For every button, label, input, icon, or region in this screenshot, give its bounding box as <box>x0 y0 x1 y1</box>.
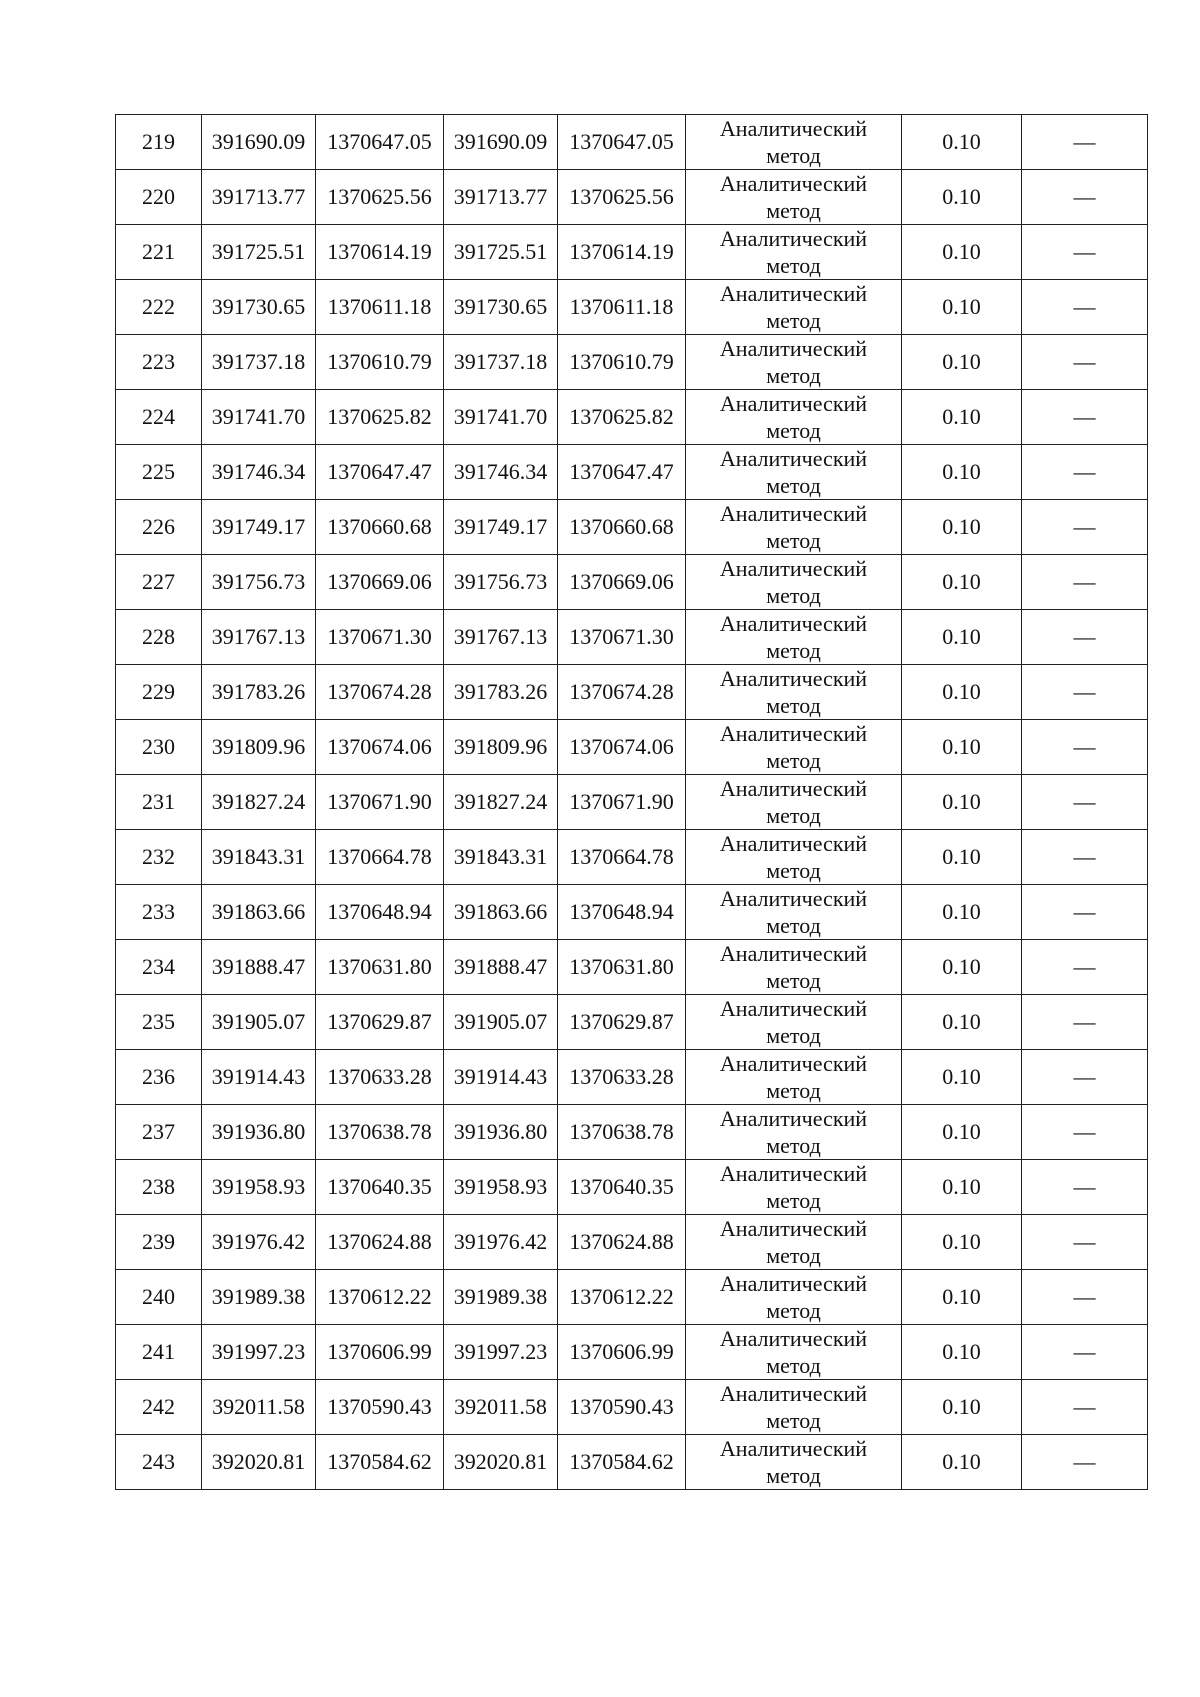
cell-method <box>686 1380 902 1435</box>
cell-x-existing: 391783.26 <box>202 665 316 720</box>
method-line-1: Аналитический <box>719 721 868 746</box>
cell-y-refined: 1370584.62 <box>558 1435 686 1490</box>
cell-point-number: 221 <box>116 225 202 280</box>
cell-point-number: 220 <box>116 170 202 225</box>
cell-x-refined: 391976.42 <box>444 1215 558 1270</box>
cell-y-refined: 1370638.78 <box>558 1105 686 1160</box>
method-line-1: Аналитический <box>719 1106 868 1131</box>
cell-x-refined: 391783.26 <box>444 665 558 720</box>
cell-precision: 0.10 <box>902 1380 1022 1435</box>
method-line-1: Аналитический <box>719 281 868 306</box>
table-row <box>116 115 1148 170</box>
method-line-1: Аналитический <box>719 941 868 966</box>
cell-point-number: 234 <box>116 940 202 995</box>
cell-method <box>686 225 902 280</box>
cell-method <box>686 445 902 500</box>
cell-x-refined: 391746.34 <box>444 445 558 500</box>
method-line-1: Аналитический <box>719 996 868 1021</box>
cell-point-number: 239 <box>116 1215 202 1270</box>
table-row <box>116 1325 1148 1380</box>
cell-y-refined: 1370633.28 <box>558 1050 686 1105</box>
cell-note: — <box>1022 720 1148 775</box>
cell-x-refined: 391713.77 <box>444 170 558 225</box>
cell-precision: 0.10 <box>902 830 1022 885</box>
table-row <box>116 170 1148 225</box>
cell-precision: 0.10 <box>902 885 1022 940</box>
cell-method <box>686 1270 902 1325</box>
cell-precision: 0.10 <box>902 225 1022 280</box>
cell-point-number: 228 <box>116 610 202 665</box>
cell-y-existing: 1370611.18 <box>316 280 444 335</box>
cell-x-existing: 391989.38 <box>202 1270 316 1325</box>
cell-point-number: 243 <box>116 1435 202 1490</box>
cell-note: — <box>1022 885 1148 940</box>
cell-point-number: 233 <box>116 885 202 940</box>
cell-x-refined: 391809.96 <box>444 720 558 775</box>
cell-y-refined: 1370625.56 <box>558 170 686 225</box>
cell-point-number: 223 <box>116 335 202 390</box>
cell-note: — <box>1022 280 1148 335</box>
cell-x-existing: 391863.66 <box>202 885 316 940</box>
cell-note: — <box>1022 115 1148 170</box>
cell-point-number: 229 <box>116 665 202 720</box>
table-row <box>116 1215 1148 1270</box>
coordinates-table-wrapper <box>115 114 1147 1490</box>
cell-precision: 0.10 <box>902 720 1022 775</box>
method-line-2: метод <box>766 198 821 223</box>
cell-note: — <box>1022 775 1148 830</box>
cell-y-refined: 1370647.47 <box>558 445 686 500</box>
cell-point-number: 235 <box>116 995 202 1050</box>
cell-y-refined: 1370660.68 <box>558 500 686 555</box>
table-row <box>116 555 1148 610</box>
cell-x-existing: 391690.09 <box>202 115 316 170</box>
cell-method <box>686 1435 902 1490</box>
method-line-2: метод <box>766 1408 821 1433</box>
cell-y-refined: 1370610.79 <box>558 335 686 390</box>
cell-precision: 0.10 <box>902 500 1022 555</box>
cell-note: — <box>1022 995 1148 1050</box>
table-row <box>116 1435 1148 1490</box>
cell-y-existing: 1370638.78 <box>316 1105 444 1160</box>
cell-precision: 0.10 <box>902 1270 1022 1325</box>
method-line-2: метод <box>766 693 821 718</box>
method-line-1: Аналитический <box>719 1161 868 1186</box>
method-line-2: метод <box>766 1353 821 1378</box>
cell-precision: 0.10 <box>902 445 1022 500</box>
cell-x-refined: 391737.18 <box>444 335 558 390</box>
method-line-1: Аналитический <box>719 1051 868 1076</box>
cell-method <box>686 610 902 665</box>
method-line-1: Аналитический <box>719 611 868 636</box>
cell-method <box>686 555 902 610</box>
cell-y-existing: 1370671.30 <box>316 610 444 665</box>
table-row <box>116 1050 1148 1105</box>
cell-x-refined: 391888.47 <box>444 940 558 995</box>
cell-precision: 0.10 <box>902 1160 1022 1215</box>
cell-method <box>686 1050 902 1105</box>
cell-note: — <box>1022 1160 1148 1215</box>
cell-x-refined: 391997.23 <box>444 1325 558 1380</box>
method-line-1: Аналитический <box>719 336 868 361</box>
table-row <box>116 335 1148 390</box>
cell-point-number: 237 <box>116 1105 202 1160</box>
cell-method <box>686 995 902 1050</box>
method-line-2: метод <box>766 1298 821 1323</box>
cell-method <box>686 665 902 720</box>
cell-y-refined: 1370625.82 <box>558 390 686 445</box>
cell-x-refined: 391741.70 <box>444 390 558 445</box>
cell-note: — <box>1022 225 1148 280</box>
cell-method <box>686 1325 902 1380</box>
cell-precision: 0.10 <box>902 335 1022 390</box>
method-line-1: Аналитический <box>719 1381 868 1406</box>
cell-y-refined: 1370606.99 <box>558 1325 686 1380</box>
cell-y-refined: 1370647.05 <box>558 115 686 170</box>
cell-x-refined: 391827.24 <box>444 775 558 830</box>
cell-point-number: 238 <box>116 1160 202 1215</box>
method-line-2: метод <box>766 858 821 883</box>
table-row <box>116 390 1148 445</box>
method-line-1: Аналитический <box>719 1271 868 1296</box>
cell-precision: 0.10 <box>902 115 1022 170</box>
method-line-1: Аналитический <box>719 391 868 416</box>
cell-x-existing: 391843.31 <box>202 830 316 885</box>
cell-note: — <box>1022 555 1148 610</box>
cell-y-existing: 1370631.80 <box>316 940 444 995</box>
cell-x-existing: 391741.70 <box>202 390 316 445</box>
cell-x-refined: 391756.73 <box>444 555 558 610</box>
cell-x-refined: 392020.81 <box>444 1435 558 1490</box>
cell-method <box>686 940 902 995</box>
cell-point-number: 219 <box>116 115 202 170</box>
cell-x-existing: 391976.42 <box>202 1215 316 1270</box>
cell-y-existing: 1370610.79 <box>316 335 444 390</box>
table-row <box>116 775 1148 830</box>
cell-y-refined: 1370674.06 <box>558 720 686 775</box>
method-line-2: метод <box>766 968 821 993</box>
cell-y-existing: 1370614.19 <box>316 225 444 280</box>
cell-x-refined: 391730.65 <box>444 280 558 335</box>
cell-point-number: 222 <box>116 280 202 335</box>
cell-y-existing: 1370590.43 <box>316 1380 444 1435</box>
cell-point-number: 226 <box>116 500 202 555</box>
cell-y-existing: 1370629.87 <box>316 995 444 1050</box>
method-line-2: метод <box>766 528 821 553</box>
method-line-1: Аналитический <box>719 171 868 196</box>
cell-point-number: 227 <box>116 555 202 610</box>
method-line-2: метод <box>766 1023 821 1048</box>
cell-y-refined: 1370624.88 <box>558 1215 686 1270</box>
table-row <box>116 665 1148 720</box>
cell-x-existing: 391725.51 <box>202 225 316 280</box>
method-line-1: Аналитический <box>719 116 868 141</box>
method-line-1: Аналитический <box>719 226 868 251</box>
table-row <box>116 500 1148 555</box>
cell-y-refined: 1370629.87 <box>558 995 686 1050</box>
cell-method <box>686 775 902 830</box>
cell-x-refined: 391767.13 <box>444 610 558 665</box>
cell-x-existing: 391888.47 <box>202 940 316 995</box>
table-row <box>116 445 1148 500</box>
cell-point-number: 224 <box>116 390 202 445</box>
cell-point-number: 236 <box>116 1050 202 1105</box>
method-line-1: Аналитический <box>719 831 868 856</box>
cell-method <box>686 390 902 445</box>
cell-x-existing: 391737.18 <box>202 335 316 390</box>
cell-y-existing: 1370671.90 <box>316 775 444 830</box>
table-row <box>116 1380 1148 1435</box>
cell-x-existing: 391713.77 <box>202 170 316 225</box>
cell-note: — <box>1022 940 1148 995</box>
table-row <box>116 225 1148 280</box>
cell-x-refined: 391863.66 <box>444 885 558 940</box>
table-row <box>116 1160 1148 1215</box>
method-line-2: метод <box>766 308 821 333</box>
cell-y-existing: 1370625.56 <box>316 170 444 225</box>
cell-method <box>686 885 902 940</box>
method-line-2: метод <box>766 1133 821 1158</box>
cell-method <box>686 1105 902 1160</box>
cell-precision: 0.10 <box>902 390 1022 445</box>
cell-y-existing: 1370606.99 <box>316 1325 444 1380</box>
cell-note: — <box>1022 1270 1148 1325</box>
cell-note: — <box>1022 390 1148 445</box>
cell-note: — <box>1022 830 1148 885</box>
cell-x-refined: 391989.38 <box>444 1270 558 1325</box>
cell-y-existing: 1370584.62 <box>316 1435 444 1490</box>
cell-precision: 0.10 <box>902 995 1022 1050</box>
cell-x-refined: 391905.07 <box>444 995 558 1050</box>
cell-method <box>686 280 902 335</box>
cell-note: — <box>1022 170 1148 225</box>
method-line-2: метод <box>766 363 821 388</box>
method-line-1: Аналитический <box>719 501 868 526</box>
cell-x-refined: 391749.17 <box>444 500 558 555</box>
cell-y-existing: 1370647.47 <box>316 445 444 500</box>
cell-x-refined: 391843.31 <box>444 830 558 885</box>
cell-note: — <box>1022 1435 1148 1490</box>
method-line-1: Аналитический <box>719 1216 868 1241</box>
method-line-2: метод <box>766 473 821 498</box>
cell-precision: 0.10 <box>902 1325 1022 1380</box>
table-row <box>116 280 1148 335</box>
cell-x-existing: 391767.13 <box>202 610 316 665</box>
method-line-2: метод <box>766 748 821 773</box>
cell-method <box>686 1215 902 1270</box>
cell-note: — <box>1022 1215 1148 1270</box>
cell-x-refined: 391725.51 <box>444 225 558 280</box>
cell-y-existing: 1370660.68 <box>316 500 444 555</box>
cell-note: — <box>1022 610 1148 665</box>
cell-method <box>686 1160 902 1215</box>
cell-y-existing: 1370669.06 <box>316 555 444 610</box>
cell-precision: 0.10 <box>902 775 1022 830</box>
cell-x-existing: 391749.17 <box>202 500 316 555</box>
cell-precision: 0.10 <box>902 170 1022 225</box>
method-line-2: метод <box>766 1188 821 1213</box>
method-line-2: метод <box>766 1243 821 1268</box>
cell-x-existing: 391730.65 <box>202 280 316 335</box>
table-row <box>116 1105 1148 1160</box>
cell-x-existing: 391827.24 <box>202 775 316 830</box>
method-line-1: Аналитический <box>719 776 868 801</box>
cell-precision: 0.10 <box>902 665 1022 720</box>
method-line-2: метод <box>766 913 821 938</box>
cell-x-refined: 391936.80 <box>444 1105 558 1160</box>
cell-y-refined: 1370611.18 <box>558 280 686 335</box>
cell-x-existing: 391914.43 <box>202 1050 316 1105</box>
cell-method <box>686 830 902 885</box>
cell-y-existing: 1370648.94 <box>316 885 444 940</box>
cell-y-existing: 1370640.35 <box>316 1160 444 1215</box>
cell-method <box>686 335 902 390</box>
table-row <box>116 610 1148 665</box>
cell-method <box>686 115 902 170</box>
cell-y-refined: 1370631.80 <box>558 940 686 995</box>
cell-y-refined: 1370648.94 <box>558 885 686 940</box>
cell-y-existing: 1370647.05 <box>316 115 444 170</box>
method-line-2: метод <box>766 1463 821 1488</box>
cell-point-number: 230 <box>116 720 202 775</box>
cell-note: — <box>1022 1105 1148 1160</box>
cell-x-existing: 391746.34 <box>202 445 316 500</box>
cell-note: — <box>1022 1325 1148 1380</box>
cell-precision: 0.10 <box>902 555 1022 610</box>
cell-point-number: 225 <box>116 445 202 500</box>
cell-x-existing: 391936.80 <box>202 1105 316 1160</box>
table-row <box>116 995 1148 1050</box>
cell-y-refined: 1370671.90 <box>558 775 686 830</box>
cell-y-refined: 1370612.22 <box>558 1270 686 1325</box>
cell-precision: 0.10 <box>902 1435 1022 1490</box>
cell-x-refined: 391690.09 <box>444 115 558 170</box>
table-row <box>116 1270 1148 1325</box>
cell-precision: 0.10 <box>902 1105 1022 1160</box>
cell-y-refined: 1370669.06 <box>558 555 686 610</box>
method-line-1: Аналитический <box>719 556 868 581</box>
cell-point-number: 242 <box>116 1380 202 1435</box>
method-line-2: метод <box>766 803 821 828</box>
cell-y-existing: 1370633.28 <box>316 1050 444 1105</box>
method-line-2: метод <box>766 1078 821 1103</box>
cell-precision: 0.10 <box>902 940 1022 995</box>
cell-x-refined: 391958.93 <box>444 1160 558 1215</box>
method-line-2: метод <box>766 418 821 443</box>
cell-note: — <box>1022 665 1148 720</box>
method-line-1: Аналитический <box>719 1436 868 1461</box>
cell-y-refined: 1370590.43 <box>558 1380 686 1435</box>
cell-precision: 0.10 <box>902 610 1022 665</box>
cell-y-refined: 1370640.35 <box>558 1160 686 1215</box>
method-line-2: метод <box>766 143 821 168</box>
cell-point-number: 231 <box>116 775 202 830</box>
cell-x-existing: 391997.23 <box>202 1325 316 1380</box>
cell-x-existing: 392020.81 <box>202 1435 316 1490</box>
cell-y-existing: 1370624.88 <box>316 1215 444 1270</box>
cell-y-existing: 1370674.06 <box>316 720 444 775</box>
cell-point-number: 241 <box>116 1325 202 1380</box>
cell-point-number: 232 <box>116 830 202 885</box>
cell-y-existing: 1370674.28 <box>316 665 444 720</box>
cell-y-refined: 1370614.19 <box>558 225 686 280</box>
cell-x-existing: 391905.07 <box>202 995 316 1050</box>
cell-precision: 0.10 <box>902 1050 1022 1105</box>
table-row <box>116 940 1148 995</box>
cell-x-existing: 392011.58 <box>202 1380 316 1435</box>
cell-x-existing: 391809.96 <box>202 720 316 775</box>
cell-y-existing: 1370612.22 <box>316 1270 444 1325</box>
cell-note: — <box>1022 500 1148 555</box>
cell-note: — <box>1022 1380 1148 1435</box>
cell-method <box>686 170 902 225</box>
cell-note: — <box>1022 1050 1148 1105</box>
cell-note: — <box>1022 335 1148 390</box>
coordinates-table <box>115 114 1148 1490</box>
cell-point-number: 240 <box>116 1270 202 1325</box>
table-body <box>116 115 1148 1490</box>
method-line-1: Аналитический <box>719 886 868 911</box>
method-line-2: метод <box>766 253 821 278</box>
table-row <box>116 830 1148 885</box>
cell-y-refined: 1370671.30 <box>558 610 686 665</box>
cell-precision: 0.10 <box>902 1215 1022 1270</box>
cell-method <box>686 720 902 775</box>
table-row <box>116 885 1148 940</box>
cell-x-refined: 391914.43 <box>444 1050 558 1105</box>
cell-x-existing: 391756.73 <box>202 555 316 610</box>
cell-precision: 0.10 <box>902 280 1022 335</box>
method-line-1: Аналитический <box>719 666 868 691</box>
cell-y-refined: 1370674.28 <box>558 665 686 720</box>
cell-method <box>686 500 902 555</box>
cell-y-existing: 1370664.78 <box>316 830 444 885</box>
cell-note: — <box>1022 445 1148 500</box>
cell-y-refined: 1370664.78 <box>558 830 686 885</box>
method-line-1: Аналитический <box>719 446 868 471</box>
method-line-2: метод <box>766 583 821 608</box>
method-line-1: Аналитический <box>719 1326 868 1351</box>
table-row <box>116 720 1148 775</box>
cell-y-existing: 1370625.82 <box>316 390 444 445</box>
cell-x-refined: 392011.58 <box>444 1380 558 1435</box>
method-line-2: метод <box>766 638 821 663</box>
cell-x-existing: 391958.93 <box>202 1160 316 1215</box>
